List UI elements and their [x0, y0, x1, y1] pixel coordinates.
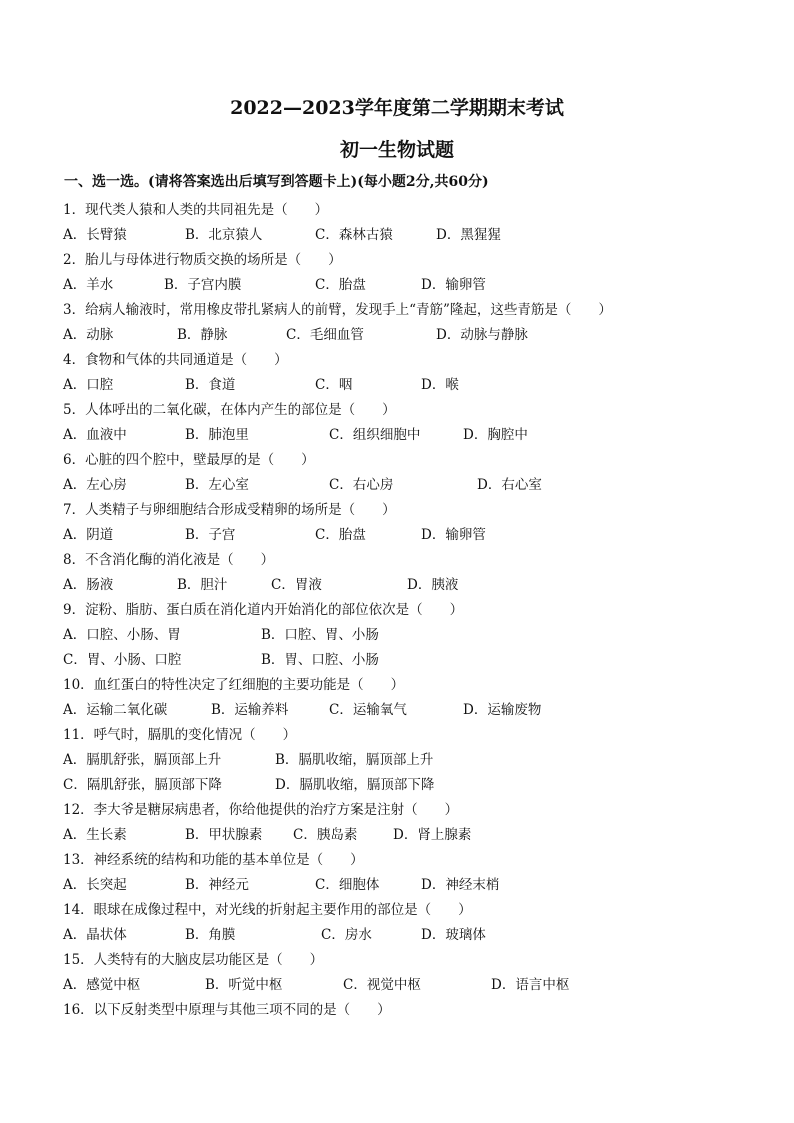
answer-option: C．咽 [315, 377, 353, 393]
question-stem: 12．李大爷是糖尿病患者，你给他提供的治疗方案是注射（ ） [63, 802, 459, 818]
option-row [63, 873, 763, 898]
answer-option: C．房水 [321, 927, 372, 943]
answer-option: B．听觉中枢 [205, 977, 283, 993]
answer-option: C．胰岛素 [293, 827, 358, 843]
question-stem: 11．呼气时，膈肌的变化情况（ ） [63, 727, 297, 743]
question-stem: 7．人类精子与卵细胞结合形成受精卵的场所是（ ） [63, 502, 396, 518]
question-stem: 13．神经系统的结构和功能的基本单位是（ ） [63, 852, 364, 868]
answer-option: B．肺泡里 [185, 427, 249, 443]
answer-option: D．玻璃体 [421, 927, 486, 943]
answer-option: B．膈肌收缩，膈顶部上升 [275, 752, 434, 768]
answer-option: C．森林古猿 [315, 227, 393, 243]
option-row [63, 323, 763, 348]
answer-option: B．食道 [185, 377, 236, 393]
option-row [63, 623, 763, 648]
question-stem: 3．给病人输液时，常用橡皮带扎紧病人的前臂，发现手上“青筋”隆起，这些青筋是（ ） [63, 302, 612, 318]
answer-option: D．喉 [421, 377, 459, 393]
question-stem: 15．人类特有的大脑皮层功能区是（ ） [63, 952, 324, 968]
answer-option: D．胸腔中 [463, 427, 528, 443]
answer-option: C．组织细胞中 [329, 427, 421, 443]
answer-option: A．膈肌舒张，膈顶部上升 [63, 752, 222, 768]
section-heading: 一、选一选。(请将答案选出后填写到答题卡上)(每小题2分,共60分) [64, 174, 489, 190]
answer-option: A．血液中 [63, 427, 127, 443]
exam-title: 2022—2023学年度第二学期期末考试 [230, 97, 564, 119]
answer-option: D．肾上腺素 [393, 827, 472, 843]
option-row [63, 573, 763, 598]
question-stem: 6．心脏的四个腔中，壁最厚的是（ ） [63, 452, 315, 468]
question-stem: 16．以下反射类型中原理与其他三项不同的是（ ） [63, 1002, 391, 1018]
question-stem: 5．人体呼出的二氧化碳，在体内产生的部位是（ ） [63, 402, 396, 418]
answer-option: D．胰液 [407, 577, 459, 593]
answer-option: A．长突起 [63, 877, 127, 893]
answer-option: A．肠液 [63, 577, 114, 593]
option-row [63, 423, 763, 448]
option-row [63, 973, 763, 998]
answer-option: B．神经元 [185, 877, 249, 893]
question-list [63, 198, 763, 1023]
question-stem: 2．胎儿与母体进行物质交换的场所是（ ） [63, 252, 342, 268]
question-stem: 4．食物和气体的共同通道是（ ） [63, 352, 288, 368]
answer-option: C．毛细血管 [286, 327, 364, 343]
answer-option: A．阴道 [63, 527, 114, 543]
answer-option: B．角膜 [185, 927, 236, 943]
option-row [63, 748, 763, 773]
answer-option: A．感觉中枢 [63, 977, 141, 993]
answer-option: C．胎盘 [315, 527, 366, 543]
answer-option: D．语言中枢 [491, 977, 570, 993]
option-row [63, 923, 763, 948]
answer-option: D．膈肌收缩，膈顶部下降 [275, 777, 435, 793]
answer-option: B．子宫 [185, 527, 236, 543]
option-row [63, 773, 763, 798]
answer-option: A．生长素 [63, 827, 127, 843]
option-row [63, 823, 763, 848]
exam-subtitle: 初一生物试题 [339, 139, 454, 161]
answer-option: B．胃、口腔、小肠 [261, 652, 379, 668]
answer-option: D．神经末梢 [421, 877, 500, 893]
option-row [63, 223, 763, 248]
answer-option: A．长臂猿 [63, 227, 127, 243]
answer-option: A．晶状体 [63, 927, 127, 943]
question-stem: 14．眼球在成像过程中，对光线的折射起主要作用的部位是（ ） [63, 902, 472, 918]
answer-option: B．运输养料 [211, 702, 289, 718]
question-stem: 8．不含消化酶的消化液是（ ） [63, 552, 275, 568]
answer-option: A．动脉 [63, 327, 114, 343]
answer-option: D．运输废物 [463, 702, 542, 718]
answer-option: B．北京猿人 [185, 227, 263, 243]
option-row [63, 648, 763, 673]
answer-option: D．输卵管 [421, 527, 486, 543]
question-stem: 9．淀粉、脂肪、蛋白质在消化道内开始消化的部位依次是（ ） [63, 602, 464, 618]
option-row [63, 473, 763, 498]
answer-option: B．左心室 [185, 477, 249, 493]
answer-option: C．隔肌舒张，膈顶部下降 [63, 777, 222, 793]
answer-option: C．右心房 [329, 477, 394, 493]
answer-option: B．静脉 [177, 327, 228, 343]
answer-option: B．胆汁 [177, 577, 228, 593]
option-row [63, 523, 763, 548]
answer-option: B．口腔、胃、小肠 [261, 627, 379, 643]
answer-option: A．口腔、小肠、胃 [63, 627, 181, 643]
answer-option: D．黑猩猩 [436, 227, 501, 243]
answer-option: C．细胞体 [315, 877, 380, 893]
answer-option: A．羊水 [63, 277, 114, 293]
answer-option: B．子宫内膜 [164, 277, 242, 293]
answer-option: C．运输氧气 [329, 702, 407, 718]
answer-option: A．运输二氧化碳 [63, 702, 168, 718]
option-row [63, 273, 763, 298]
answer-option: D．动脉与静脉 [436, 327, 528, 343]
option-row [63, 373, 763, 398]
answer-option: A．口腔 [63, 377, 114, 393]
answer-option: C．胃液 [271, 577, 322, 593]
question-stem: 10．血红蛋白的特性决定了红细胞的主要功能是（ ） [63, 677, 405, 693]
option-row [63, 698, 763, 723]
answer-option: D．右心室 [477, 477, 542, 493]
answer-option: C．胎盘 [315, 277, 366, 293]
answer-option: B．甲状腺素 [185, 827, 263, 843]
question-stem: 1．现代类人猿和人类的共同祖先是（ ） [63, 202, 329, 218]
answer-option: A．左心房 [63, 477, 127, 493]
answer-option: C．胃、小肠、口腔 [63, 652, 182, 668]
answer-option: D．输卵管 [421, 277, 486, 293]
answer-option: C．视觉中枢 [343, 977, 421, 993]
